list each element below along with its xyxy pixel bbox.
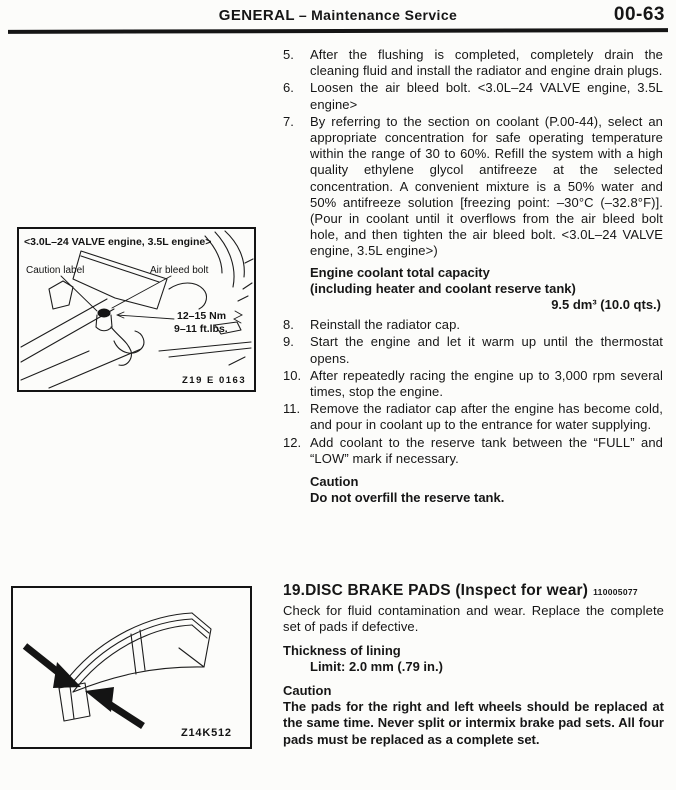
page-header: [0, 7, 676, 25]
torque-spec-ftlbs: 9–11 ft.lbs.: [174, 323, 228, 335]
list-item: [283, 317, 663, 333]
list-item: [283, 80, 663, 112]
step-text: Add coolant to the reserve tank between the “FULL” and “LOW” mark if necessary.: [310, 434, 663, 466]
wear-inspection-arrows: [25, 646, 143, 726]
brake-intro-text: Check for fluid contamination and wear. Replace the complete set of pads if defective.: [283, 603, 664, 635]
step-text: Start the engine and let it warm up until the thermostat opens.: [310, 334, 663, 366]
list-item: [283, 334, 663, 366]
figure-code: Z19 E 0163: [182, 375, 247, 386]
list-item: [283, 401, 663, 433]
brake-pads-section: [283, 583, 664, 748]
caution-text: Do not overfill the reserve tank.: [310, 490, 505, 506]
air-bleed-bolt-callout: Air bleed bolt: [150, 265, 209, 276]
torque-leader: [117, 315, 174, 319]
capacity-subtitle: (including heater and coolant reserve tank): [310, 280, 576, 296]
break-squiggle: [234, 311, 242, 323]
step-text: After repeatedly racing the engine up to 3,000 rpm several times, stop the engine.: [310, 367, 663, 400]
brake-heading-text: 19.DISC BRAKE PADS (Inspect for wear): [283, 582, 589, 599]
brake-caution-label: Caution: [283, 683, 332, 699]
air-bleed-bolt-dot: [98, 309, 111, 318]
coolant-capacity-spec: [310, 265, 663, 314]
caution-label: Caution: [310, 474, 359, 490]
step-number: 5.: [283, 47, 294, 62]
step-text: Loosen the air bleed bolt. <3.0L–24 VALVE engine, 3.5L engine>: [310, 80, 663, 112]
step-text: Reinstall the radiator cap.: [310, 317, 461, 333]
figure-brake-pad: [11, 586, 252, 749]
figure-code: Z14K512: [181, 727, 232, 739]
page-number: 00-63: [613, 4, 665, 25]
list-item: [283, 47, 663, 79]
engine-line-drawing: [19, 229, 254, 390]
list-item: [283, 368, 663, 400]
header-rule: [8, 28, 668, 34]
capacity-value: 9.5 dm³ (10.0 qts.): [551, 297, 661, 313]
lining-spec-title: Thickness of lining: [283, 642, 401, 658]
step-text: Remove the radiator cap after the engine has become cold, and pour in coolant up to the entrance for water supplying.: [310, 401, 663, 433]
caution-label-callout: Caution label: [26, 265, 85, 276]
coolant-caution: [310, 474, 663, 506]
step-number: 8.: [283, 317, 294, 333]
header-dash: –: [298, 7, 308, 23]
brake-caution-text: The pads for the right and left wheels should be replaced at the same time. Never split or intermix brake pad sets. All four pads must be replaced as a complete set.: [283, 699, 664, 747]
brake-pad-line-drawing: [13, 588, 250, 747]
engine-variant-label: <3.0L–24 VALVE engine, 3.5L engine>: [24, 236, 212, 248]
torque-spec-nm: 12–15 Nm: [177, 310, 227, 322]
header-section-title: GENERAL: [218, 7, 295, 24]
step-number: 12.: [283, 434, 302, 450]
step-number: 9.: [283, 334, 294, 350]
header-subsection-title: Maintenance Service: [311, 7, 458, 23]
step-number: 11.: [283, 401, 301, 417]
step-number: 6.: [283, 80, 294, 96]
list-item: [283, 114, 663, 260]
step-text: After the flushing is completed, completely drain the cleaning fluid and install the radiator and engine drain plugs.: [310, 47, 663, 79]
figure-engine-air-bleed-bolt: [17, 227, 256, 392]
step-number: 7.: [283, 113, 294, 129]
capacity-title: Engine coolant total capacity: [310, 264, 490, 280]
section-heading: [283, 583, 664, 600]
list-item: [283, 435, 663, 467]
coolant-steps-column: [283, 47, 663, 506]
lining-spec-limit: Limit: 2.0 mm (.79 in.): [310, 658, 443, 674]
step-text: By referring to the section on coolant (P.00-44), select an appropriate concentration for safe operating temperature within the range of 30 to 60%. Refill the system with a high quality ethylene glycol antifreeze at the selected concentration. A convenient mixture is a 50% water and 50% antifreeze solution [freezing point: –30°C (–32.8°F)]. (Pour in coolant until it overflows from the air bleed bolt hole, and then tighten the air bleed bolt. <3.0L–24 VALVE engine, 3.5L engine>): [310, 113, 663, 259]
step-number: 10.: [283, 367, 302, 383]
section-code: 110005077: [593, 587, 638, 597]
